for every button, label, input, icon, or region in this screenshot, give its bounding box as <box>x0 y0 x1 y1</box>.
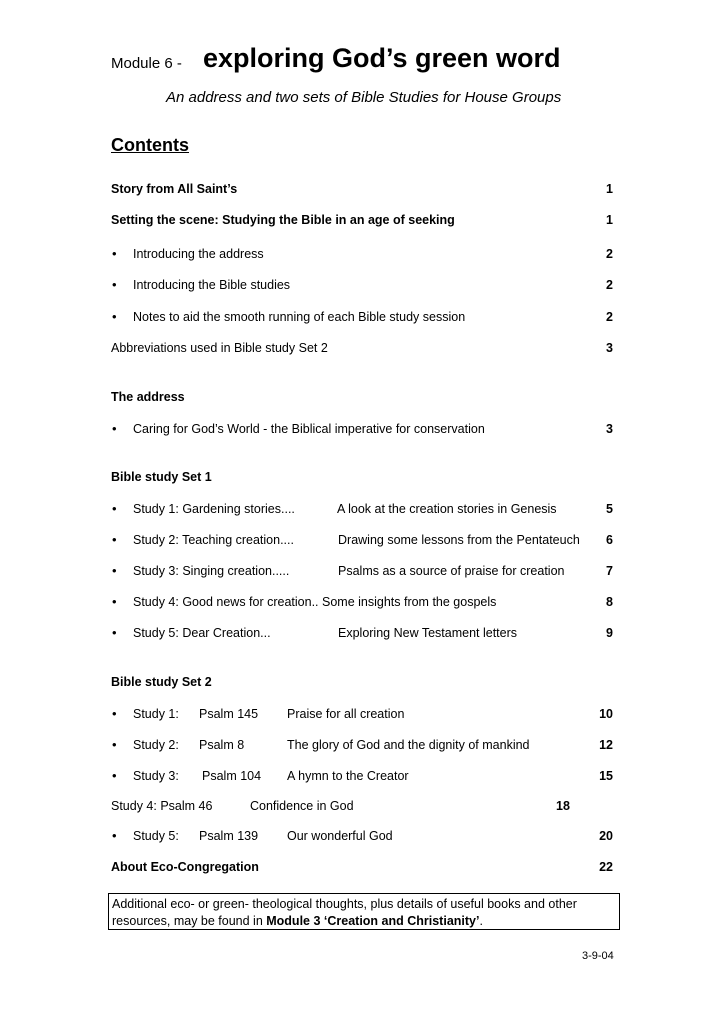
set1-study5-desc: Exploring New Testament letters <box>338 626 518 640</box>
set1-study4-page: 8 <box>606 595 613 609</box>
toc-story-label: Story from All Saint’s <box>111 182 238 196</box>
toc-setting-label: Setting the scene: Studying the Bible in an age of seeking <box>111 213 455 227</box>
note-text: Additional eco- or green- theological thoughts, plus details of useful books and other resources, may be found in <box>112 897 577 928</box>
set2-study5-psalm: Psalm 139 <box>199 829 259 843</box>
toc-intro-studies-label: Introducing the Bible studies <box>133 278 291 292</box>
set2-study1-desc: Praise for all creation <box>287 707 405 721</box>
bullet-icon: • <box>112 309 117 324</box>
set1-study3-page: 7 <box>606 564 613 578</box>
set2-study3-desc: A hymn to the Creator <box>287 769 409 783</box>
set1-study2-desc: Drawing some lessons from the Pentateuch <box>338 533 580 547</box>
set2-study3-title: Study 3: <box>133 769 179 783</box>
bullet-icon: • <box>112 421 117 436</box>
section-set1-heading: Bible study Set 1 <box>111 470 212 484</box>
set2-study5-title: Study 5: <box>133 829 179 843</box>
toc-caring-page: 3 <box>606 422 613 436</box>
toc-intro-address-label: Introducing the address <box>133 247 264 261</box>
note-end: . <box>479 914 483 928</box>
bullet-icon: • <box>112 563 117 578</box>
section-set2-heading: Bible study Set 2 <box>111 675 212 689</box>
set2-study4-page: 18 <box>556 799 570 813</box>
set2-study2-title: Study 2: <box>133 738 179 752</box>
document-title: exploring God’s green word <box>203 43 561 73</box>
set1-study1-desc: A look at the creation stories in Genesis <box>337 502 557 516</box>
set2-study1-psalm: Psalm 145 <box>199 707 259 721</box>
toc-notes-page: 2 <box>606 310 613 324</box>
toc-intro-studies-page: 2 <box>606 278 613 292</box>
toc-caring-label: Caring for God’s World - the Biblical imperative for conservation <box>133 422 485 436</box>
bullet-icon: • <box>112 768 117 783</box>
set2-study3-psalm: Psalm 104 <box>202 769 262 783</box>
set2-study2-psalm: Psalm 8 <box>199 738 245 752</box>
toc-setting-page: 1 <box>606 213 613 227</box>
bullet-icon: • <box>112 501 117 516</box>
module-label: Module 6 - <box>111 55 182 72</box>
toc-story-page: 1 <box>606 182 613 196</box>
bullet-icon: • <box>112 532 117 547</box>
document-subtitle: An address and two sets of Bible Studies for House Groups <box>166 89 562 106</box>
set2-study1-title: Study 1: <box>133 707 179 721</box>
set1-study4-title: Study 4: Good news for creation.. Some insights from the gospels <box>133 595 497 609</box>
set2-study2-desc: The glory of God and the dignity of mankind <box>287 738 530 752</box>
set2-study5-desc: Our wonderful God <box>287 829 393 843</box>
bullet-icon: • <box>112 277 117 292</box>
note-module-ref: Module 3 ‘Creation and Christianity’ <box>266 914 480 928</box>
toc-abbrev-page: 3 <box>606 341 613 355</box>
bullet-icon: • <box>112 594 117 609</box>
note-box <box>108 893 620 930</box>
set1-study2-page: 6 <box>606 533 613 547</box>
set1-study3-desc: Psalms as a source of praise for creation <box>338 564 565 578</box>
section-address-heading: The address <box>111 390 185 404</box>
toc-intro-address-page: 2 <box>606 247 613 261</box>
set1-study2-title: Study 2: Teaching creation.... <box>133 533 294 547</box>
bullet-icon: • <box>112 828 117 843</box>
toc-abbrev-label: Abbreviations used in Bible study Set 2 <box>111 341 328 355</box>
set1-study5-title: Study 5: Dear Creation... <box>133 626 271 640</box>
bullet-icon: • <box>112 625 117 640</box>
set2-study4-title: Study 4: Psalm 46 <box>111 799 213 813</box>
set2-study1-page: 10 <box>599 707 613 721</box>
toc-about-label: About Eco-Congregation <box>111 860 259 874</box>
toc-notes-label: Notes to aid the smooth running of each Bible study session <box>133 310 466 324</box>
set2-study3-page: 15 <box>599 769 613 783</box>
set2-study2-page: 12 <box>599 738 613 752</box>
bullet-icon: • <box>112 246 117 261</box>
toc-about-page: 22 <box>599 860 613 874</box>
set2-study5-page: 20 <box>599 829 613 843</box>
document-date: 3-9-04 <box>582 950 614 962</box>
set2-study4-desc: Confidence in God <box>250 799 354 813</box>
bullet-icon: • <box>112 737 117 752</box>
bullet-icon: • <box>112 706 117 721</box>
set1-study3-title: Study 3: Singing creation..... <box>133 564 290 578</box>
contents-heading: Contents <box>111 135 189 155</box>
set1-study1-title: Study 1: Gardening stories.... <box>133 502 295 516</box>
set1-study1-page: 5 <box>606 502 613 516</box>
set1-study5-page: 9 <box>606 626 613 640</box>
